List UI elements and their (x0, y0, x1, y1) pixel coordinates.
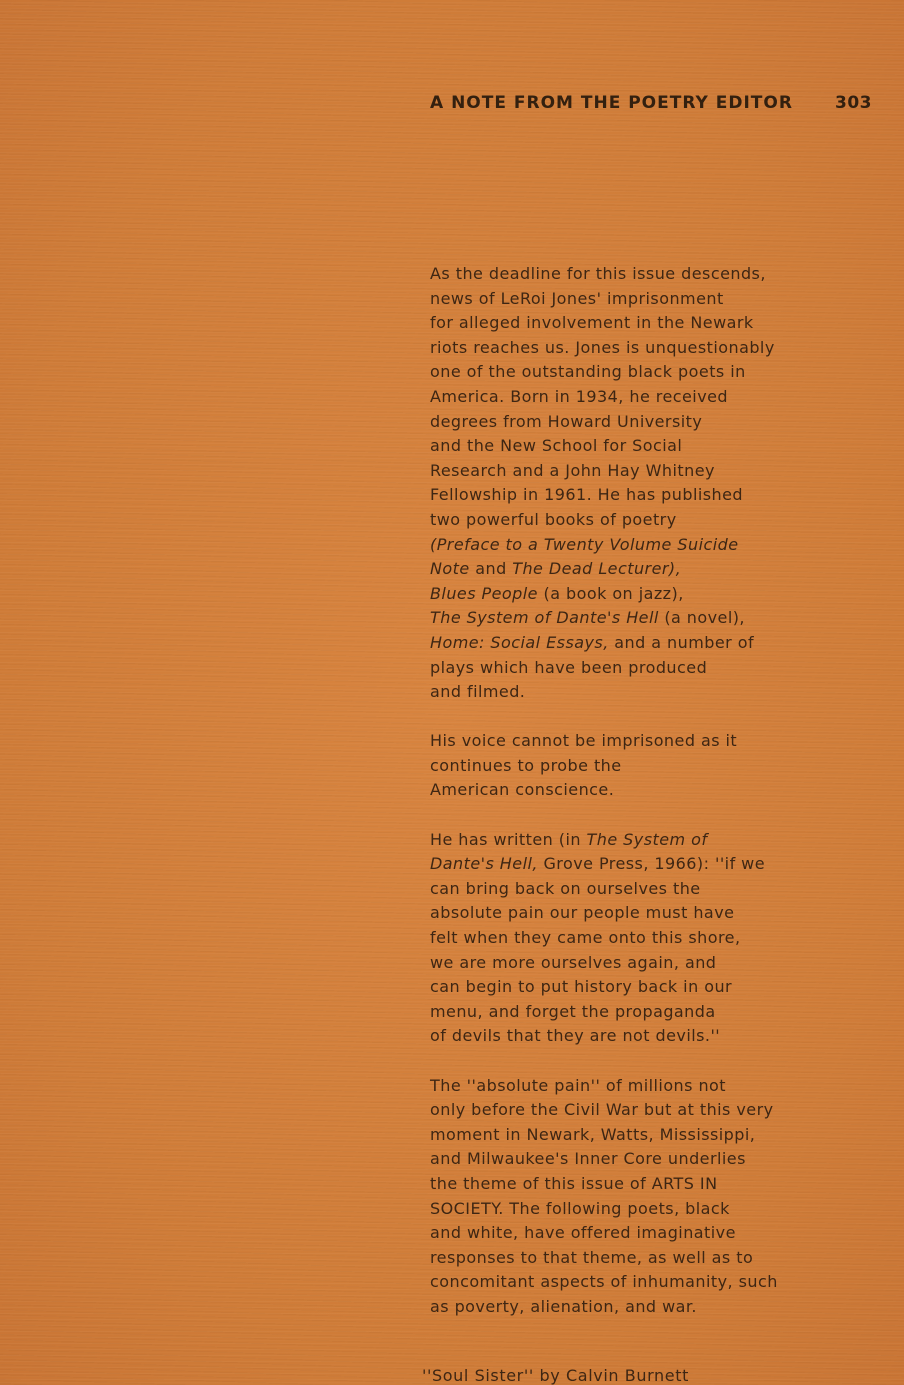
text-line (430, 483, 870, 508)
italic-title-text: Blues People (430, 583, 538, 603)
body-text-run: of devils that they are not devils.'' (430, 1026, 721, 1046)
text-line (430, 385, 870, 410)
text-line (430, 508, 870, 533)
section-title: A NOTE FROM THE POETRY EDITOR (430, 93, 793, 113)
italic-title-text: Dante's Hell, (430, 854, 538, 874)
text-line (430, 1074, 870, 1099)
body-text-run: one of the outstanding black poets in (430, 362, 746, 382)
italic-title-text: The System of Dante's Hell (430, 608, 659, 628)
text-line (430, 1098, 870, 1123)
text-line (430, 606, 870, 631)
text-line (430, 1123, 870, 1148)
body-text-run: plays which have been produced (430, 657, 708, 677)
body-text-run: riots reaches us. Jones is unquestionably (430, 337, 775, 357)
body-text-run: and white, have offered imaginative (430, 1223, 736, 1243)
body-text-run: and Milwaukee's Inner Core underlies (430, 1149, 746, 1169)
text-line (430, 680, 870, 705)
text-line (430, 1172, 870, 1197)
paragraph (430, 828, 870, 1049)
text-line (430, 582, 870, 607)
text-line (430, 1270, 870, 1295)
text-line (430, 1246, 870, 1271)
text-line (430, 901, 870, 926)
body-text-run: Fellowship in 1961. He has published (430, 485, 744, 505)
text-line (430, 778, 870, 803)
text-line (430, 729, 870, 754)
text-line (430, 557, 870, 582)
text-line (430, 336, 870, 361)
body-text-run: and (469, 559, 513, 579)
body-text-run: menu, and forget the propaganda (430, 1001, 716, 1021)
body-text-run: SOCIETY. The following poets, black (430, 1198, 730, 1218)
text-line (430, 533, 870, 558)
body-text-run: felt when they came onto this shore, (430, 928, 741, 948)
body-text-run: can bring back on ourselves the (430, 878, 701, 898)
body-text-run: continues to probe the (430, 755, 622, 775)
text-line (430, 360, 870, 385)
body-text-run: we are more ourselves again, and (430, 952, 717, 972)
body-text-run: two powerful books of poetry (430, 509, 677, 529)
italic-title-text: The System of (586, 829, 708, 849)
text-line (430, 1295, 870, 1320)
text-line (430, 459, 870, 484)
text-line (430, 311, 870, 336)
paragraph (430, 262, 870, 705)
body-text-run: He has written (in (430, 829, 587, 849)
body-text-run: can begin to put history back in our (430, 977, 733, 997)
body-text-run: (a book on jazz), (537, 583, 684, 603)
body-text-run: American conscience. (430, 780, 615, 800)
body-text-run: and a number of (608, 632, 755, 652)
article-body (430, 262, 870, 1344)
body-text-run: Grove Press, 1966): ''if we (537, 854, 766, 874)
body-text-run: absolute pain our people must have (430, 903, 735, 923)
running-head (430, 93, 875, 117)
text-line (430, 656, 870, 681)
body-text-run: degrees from Howard University (430, 411, 703, 431)
body-text-run: As the deadline for this issue descends, (430, 264, 766, 283)
body-text-run: only before the Civil War but at this very (430, 1100, 774, 1120)
body-text-run: for alleged involvement in the Newark (430, 313, 754, 333)
text-line (430, 926, 870, 951)
text-line (430, 262, 870, 287)
body-text-run: the theme of this issue of ARTS IN (430, 1173, 718, 1193)
text-line (430, 951, 870, 976)
body-text-run: America. Born in 1934, he received (430, 386, 729, 406)
text-line (430, 1024, 870, 1049)
body-text-run: His voice cannot be imprisoned as it (430, 731, 738, 751)
text-line (430, 754, 870, 779)
text-line (430, 1147, 870, 1172)
text-line (430, 434, 870, 459)
page-number: 303 (835, 93, 872, 113)
body-text-run: moment in Newark, Watts, Mississippi, (430, 1124, 756, 1144)
body-text-run: responses to that theme, as well as to (430, 1247, 754, 1267)
body-text-run: and the New School for Social (430, 436, 683, 456)
italic-title-text: Note (430, 559, 470, 579)
text-line (430, 1000, 870, 1025)
image-caption: ''Soul Sister'' by Calvin Burnett (422, 1366, 689, 1385)
text-line (430, 852, 870, 877)
italic-title-text: Home: Social Essays, (430, 632, 609, 652)
body-text-run: concomitant aspects of inhumanity, such (430, 1272, 778, 1292)
body-text-run: Research and a John Hay Whitney (430, 460, 715, 480)
text-line (430, 1221, 870, 1246)
text-line (430, 287, 870, 312)
italic-title-text: (Preface to a Twenty Volume Suicide (430, 534, 739, 554)
text-line (430, 975, 870, 1000)
text-line (430, 1197, 870, 1222)
italic-title-text: The Dead Lecturer), (512, 559, 682, 579)
body-text-run: as poverty, alienation, and war. (430, 1296, 697, 1316)
text-line (430, 631, 870, 656)
body-text-run: The ''absolute pain'' of millions not (430, 1075, 727, 1095)
body-text-run: and filmed. (430, 682, 526, 702)
text-line (430, 828, 870, 853)
text-line (430, 877, 870, 902)
body-text-run: news of LeRoi Jones' imprisonment (430, 288, 724, 308)
text-line (430, 410, 870, 435)
body-text-run: (a novel), (658, 608, 745, 628)
paragraph (430, 1074, 870, 1320)
paragraph (430, 729, 870, 803)
